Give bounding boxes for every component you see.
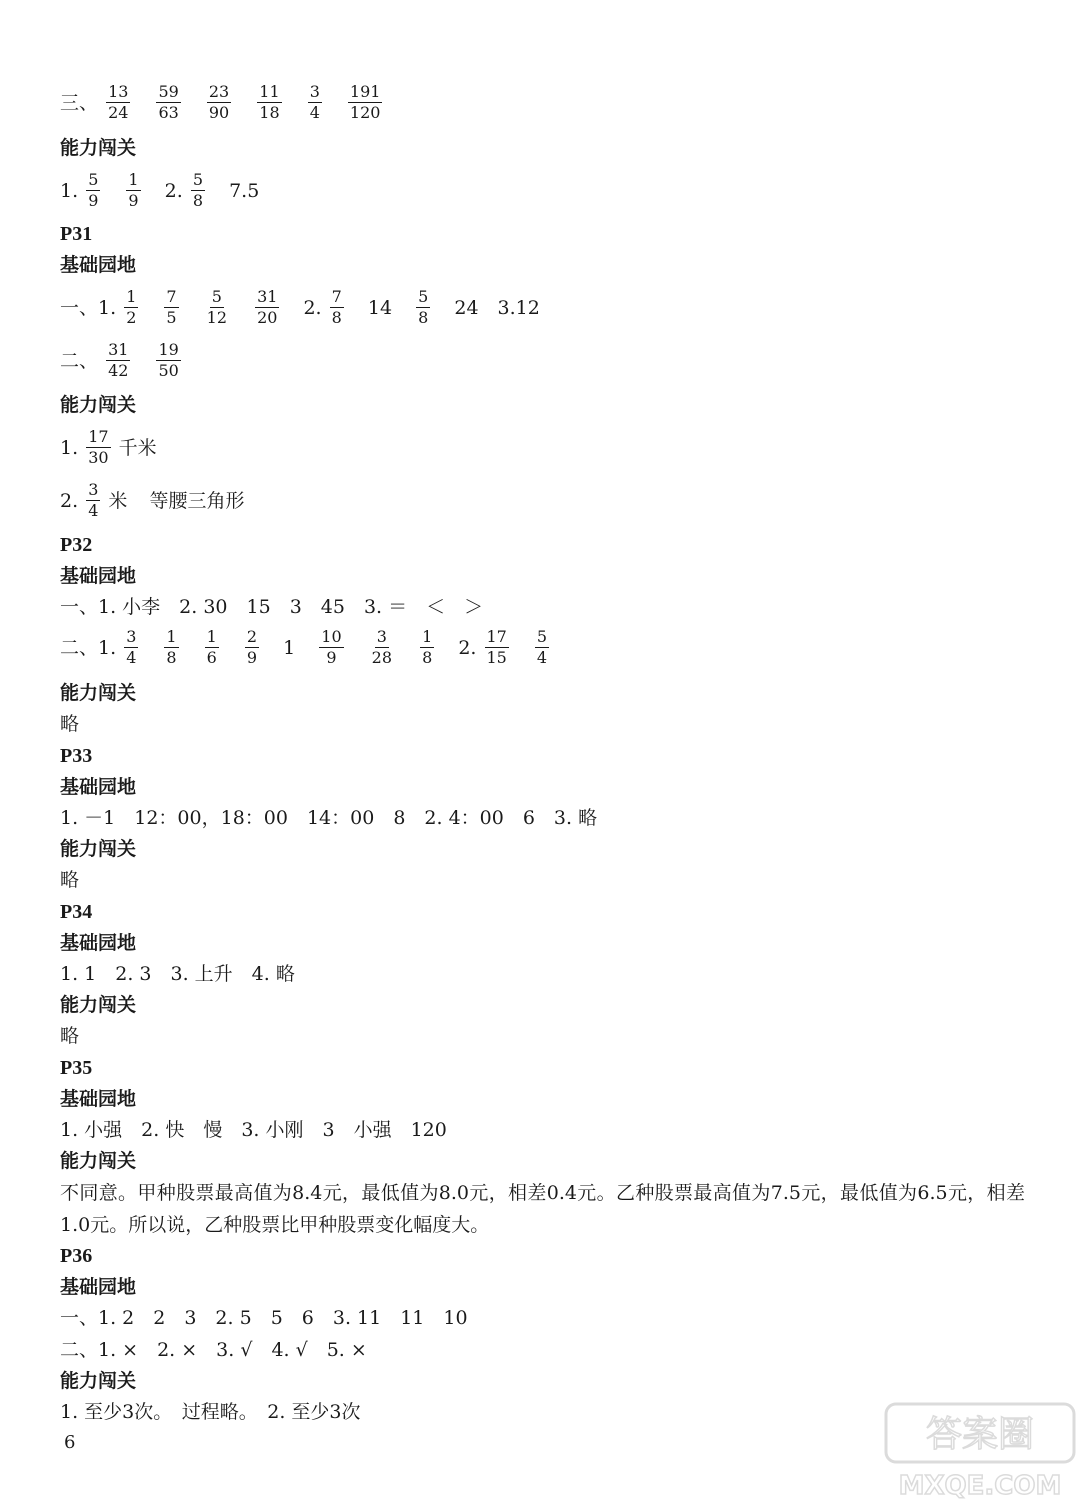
fraction: $\frac{1}{8}$	[422, 627, 433, 667]
fraction: $\frac{3}{4}$	[126, 627, 137, 667]
fraction: $\frac{31}{42}$	[108, 340, 129, 380]
page-heading-p31: P31	[60, 223, 93, 245]
fraction: $\frac{10}{9}$	[321, 627, 342, 667]
fraction: $\frac{1}{6}$	[206, 627, 217, 667]
answer-line: 一、1. 小李 2. 30 15 3 45 3. ＝ ＜ ＞	[60, 596, 484, 618]
watermark-top-text: 答案圈	[925, 1414, 1035, 1455]
answer-line: 2. $\frac{3}{4}$ 米 等腰三角形	[60, 480, 245, 520]
page-heading-p35: P35	[60, 1057, 93, 1079]
fraction: $\frac{1}{2}$	[126, 287, 137, 327]
answer-line: 略	[60, 869, 80, 891]
answer-line: 1. 1 2. 3 3. 上升 4. 略	[60, 963, 295, 985]
page-number: 6	[64, 1432, 76, 1453]
section-heading-nengli: 能力闯关	[60, 682, 137, 704]
item-prefix: 三、	[60, 91, 99, 114]
section-heading-nengli: 能力闯关	[60, 1150, 137, 1172]
fraction: $\frac{3}{4}$	[309, 82, 320, 122]
section-heading-jichu: 基础园地	[60, 565, 137, 587]
answer-line: 略	[60, 1025, 80, 1047]
watermark-logo	[880, 1398, 1080, 1504]
answer-line: 1. －1 12：00，18：00 14：00 8 2. 4：00 6 3. 略	[60, 807, 598, 829]
answer-line: 1. 至少3次。 过程略。 2. 至少3次	[60, 1401, 361, 1423]
answer-line: 一、1. 2 2 3 2. 5 5 6 3. 11 11 10	[60, 1307, 468, 1329]
fraction: $\frac{1}{8}$	[166, 627, 177, 667]
fraction: $\frac{5}{4}$	[536, 627, 548, 667]
fraction: $\frac{3}{4}$	[88, 480, 99, 520]
fraction: $\frac{3}{28}$	[371, 627, 393, 667]
section-heading-jichu: 基础园地	[60, 776, 137, 798]
page-heading-p32: P32	[60, 534, 93, 556]
answer-line: 二、1. × 2. × 3. √ 4. √ 5. ×	[60, 1339, 367, 1361]
watermark-bottom-text: MXQE.COM	[898, 1471, 1062, 1501]
answer-line: 二、 $\frac{31}{42}$ $\frac{19}{50}$	[60, 340, 179, 380]
answer-line: 1. $\frac{5}{9}$ $\frac{1}{9}$ 2. $\frac{5}{8}$ 7.5	[60, 170, 260, 210]
page-heading-p36: P36	[60, 1245, 93, 1267]
section-heading-nengli: 能力闯关	[60, 137, 137, 159]
answer-line: 一、1. $\frac{1}{2}$ $\frac{7}{5}$ $\frac{5}{12}$ $\frac{31}{20}$ 2. $\frac{7}{8}$ 14 $\frac{5}{8}$ 24 3.12	[60, 287, 540, 327]
fraction: $\frac{5}{8}$	[418, 287, 429, 327]
section-heading-nengli: 能力闯关	[60, 1370, 137, 1392]
section-heading-jichu: 基础园地	[60, 1276, 137, 1298]
section-heading-nengli: 能力闯关	[60, 394, 137, 416]
fraction: $\frac{11}{18}$	[259, 82, 280, 122]
fraction: $\frac{7}{8}$	[331, 287, 342, 327]
fraction: $\frac{2}{9}$	[246, 627, 258, 667]
fraction: $\frac{23}{90}$	[208, 82, 230, 122]
fraction: $\frac{5}{12}$	[206, 287, 228, 327]
section-heading-nengli: 能力闯关	[60, 838, 137, 860]
fraction: $\frac{13}{24}$	[108, 82, 129, 122]
answer-paragraph: 不同意。甲种股票最高值为8.4元，最低值为8.0元，相差0.4元。乙种股票最高值为7.5元，最低值为6.5元，相差1.0元。所以说，乙种股票比甲种股票变化幅度大。	[60, 1182, 1025, 1236]
answer-line: 二、1. $\frac{3}{4}$ $\frac{1}{8}$ $\frac{1}{6}$ $\frac{2}{9}$ 1 $\frac{10}{9}$ $\frac{3}{28}$ $\frac{1}{8}$ 2. $\frac{17}{15}$ $\frac{5}{4}$	[60, 627, 548, 667]
section-heading-jichu: 基础园地	[60, 254, 137, 276]
fraction: $\frac{191}{120}$	[349, 82, 381, 122]
line-san	[60, 82, 384, 123]
section-heading-jichu: 基础园地	[60, 932, 137, 954]
fraction: $\frac{17}{30}$	[88, 427, 109, 467]
fraction: $\frac{59}{63}$	[158, 82, 179, 122]
answer-line: 略	[60, 713, 80, 735]
fraction: $\frac{31}{20}$	[257, 287, 278, 327]
fraction: $\frac{7}{5}$	[166, 287, 177, 327]
answer-line: 1. $\frac{17}{30}$ 千米	[60, 427, 157, 467]
fraction: $\frac{5}{9}$	[88, 170, 99, 210]
page-heading-p33: P33	[60, 745, 93, 767]
page-heading-p34: P34	[60, 901, 93, 923]
answer-line: 1. 小强 2. 快 慢 3. 小刚 3 小强 120	[60, 1119, 447, 1141]
fraction: $\frac{1}{9}$	[128, 170, 139, 210]
fraction: $\frac{17}{15}$	[486, 627, 507, 667]
section-heading-nengli: 能力闯关	[60, 994, 137, 1016]
fraction: $\frac{5}{8}$	[192, 170, 204, 210]
section-heading-jichu: 基础园地	[60, 1088, 137, 1110]
fraction: $\frac{19}{50}$	[158, 340, 179, 380]
